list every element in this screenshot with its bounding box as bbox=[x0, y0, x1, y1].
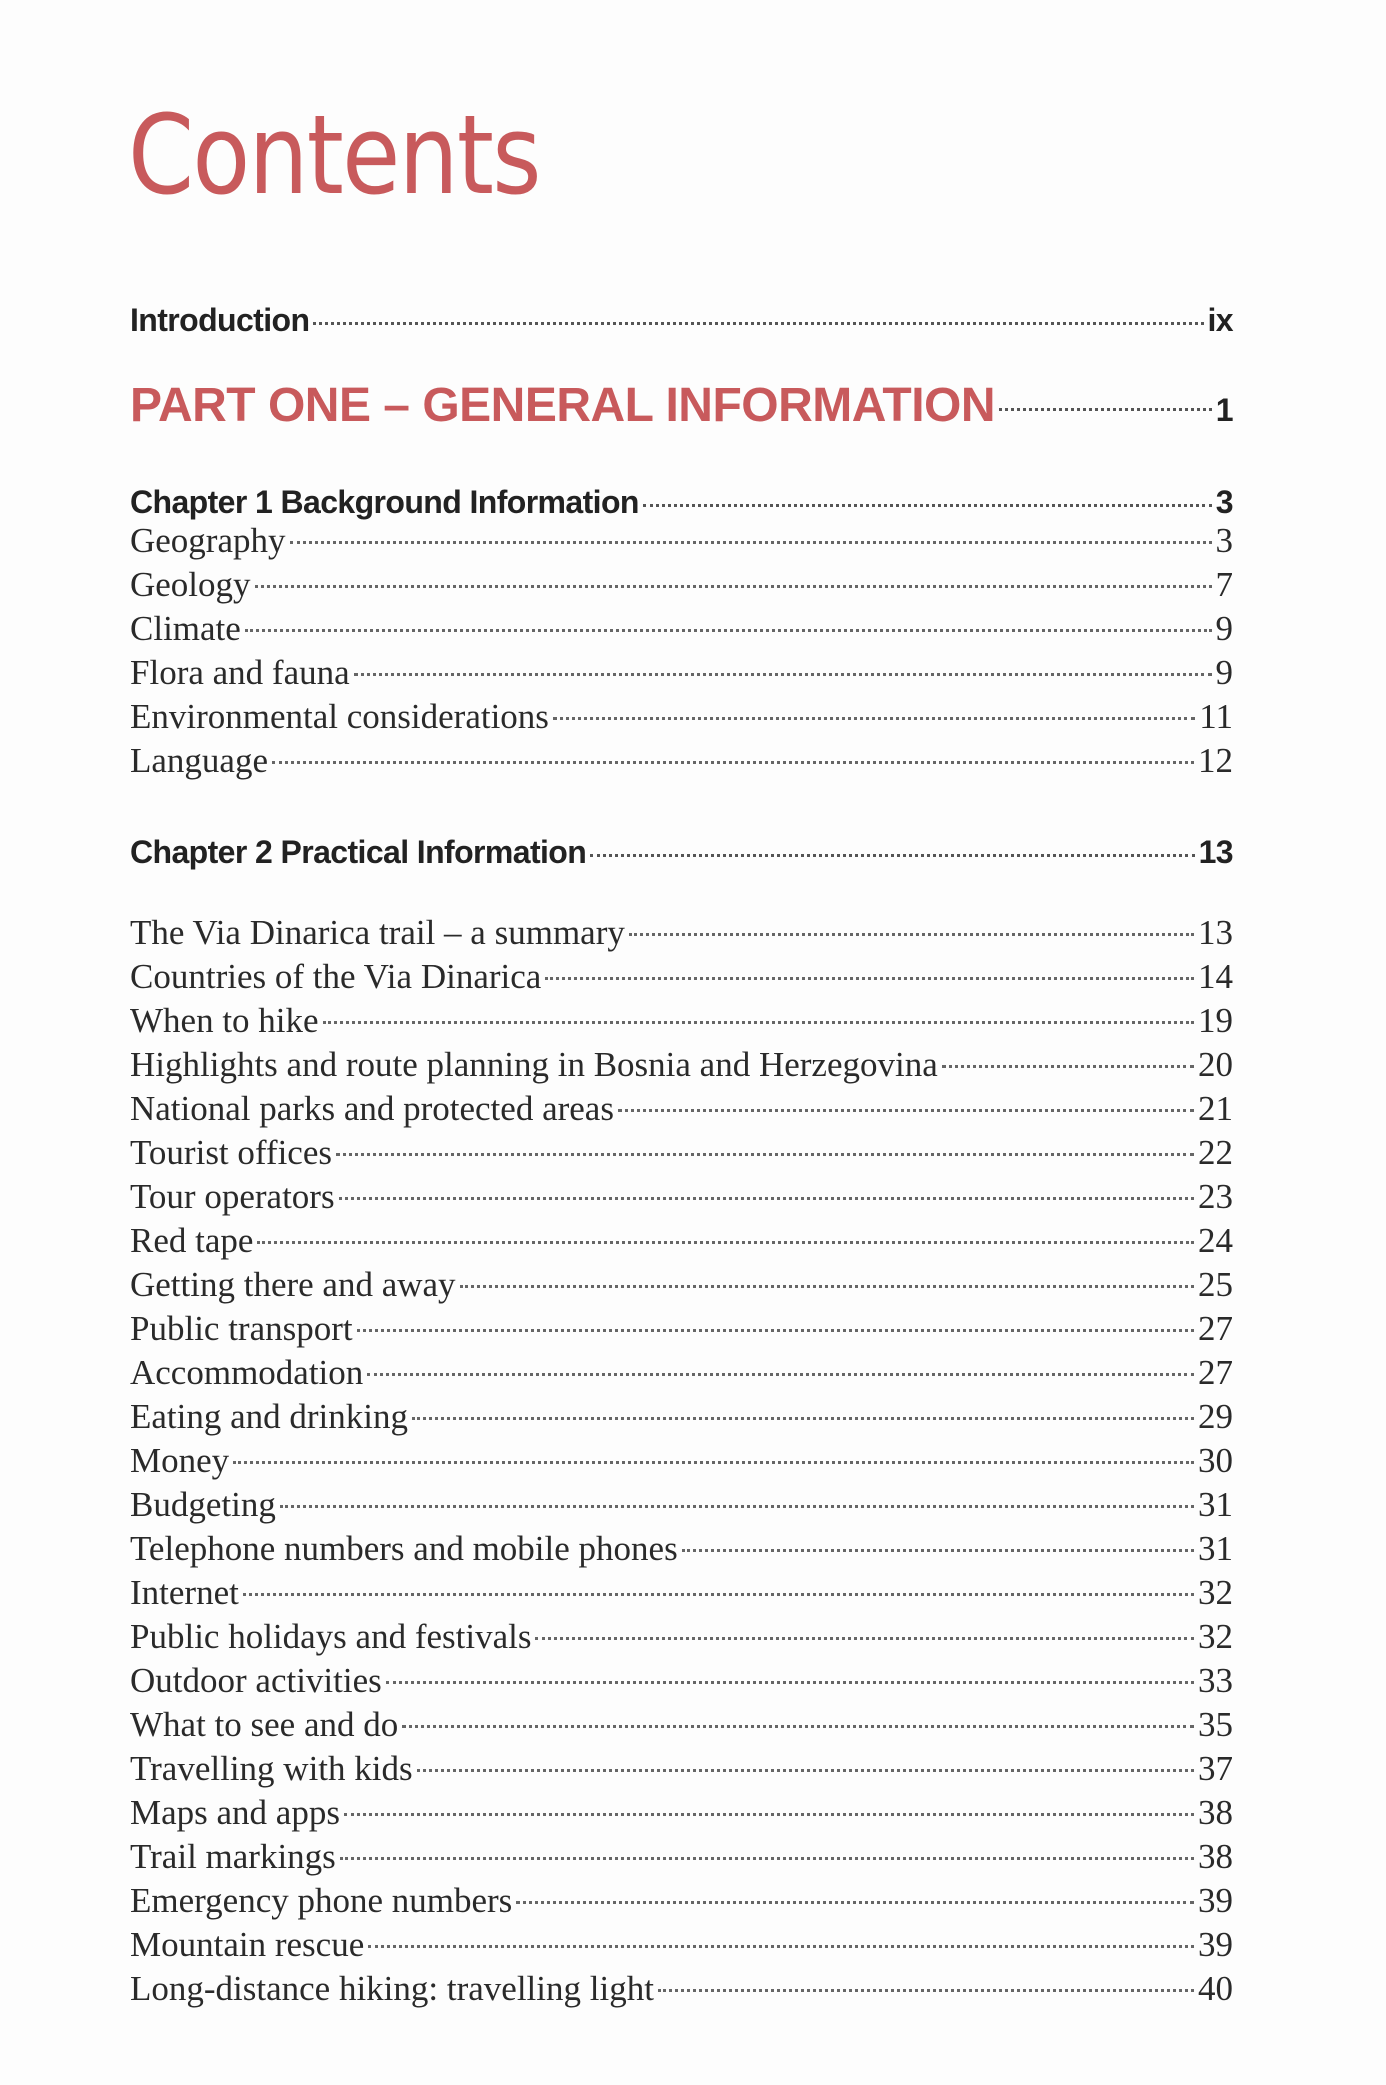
toc-entry bbox=[130, 1925, 1233, 1969]
dot-leader bbox=[243, 1593, 1194, 1596]
toc-entry-label: Public holidays and festivals bbox=[130, 1617, 532, 1656]
toc-entry bbox=[130, 1045, 1233, 1089]
toc-entry bbox=[130, 1353, 1233, 1397]
dot-leader bbox=[340, 1857, 1194, 1860]
toc-entry bbox=[130, 741, 1233, 785]
dot-leader bbox=[643, 504, 1212, 507]
dot-leader bbox=[999, 408, 1212, 411]
toc-entry bbox=[130, 1793, 1233, 1837]
toc-page-number: 27 bbox=[1198, 1353, 1233, 1392]
dot-leader bbox=[290, 541, 1212, 544]
dot-leader bbox=[233, 1461, 1194, 1464]
toc-entry bbox=[130, 957, 1233, 1001]
toc-page-number: 9 bbox=[1215, 609, 1233, 648]
toc-page-number: 32 bbox=[1198, 1573, 1233, 1612]
dot-leader bbox=[323, 1021, 1194, 1024]
dot-leader bbox=[535, 1637, 1194, 1640]
toc-entry bbox=[130, 1397, 1233, 1441]
dot-leader bbox=[367, 1373, 1194, 1376]
toc-entry-label: Highlights and route planning in Bosnia and Herzegovina bbox=[130, 1045, 938, 1084]
toc-entry-label: Travelling with kids bbox=[130, 1749, 413, 1788]
toc-entry-label: When to hike bbox=[130, 1001, 319, 1040]
toc-page-number: 38 bbox=[1198, 1793, 1233, 1832]
dot-leader bbox=[460, 1285, 1194, 1288]
toc-entry-label: Countries of the Via Dinarica bbox=[130, 957, 542, 996]
toc-entry bbox=[130, 1749, 1233, 1793]
toc-row bbox=[130, 378, 1233, 433]
toc-entry bbox=[130, 1969, 1233, 2013]
dot-leader bbox=[590, 854, 1194, 857]
toc-page-number: 1 bbox=[1215, 392, 1233, 428]
dot-leader bbox=[658, 1989, 1194, 1992]
dot-leader bbox=[386, 1681, 1194, 1684]
toc-entry-label: Emergency phone numbers bbox=[130, 1881, 513, 1920]
toc-entry-label: Internet bbox=[130, 1573, 239, 1612]
toc-entry bbox=[130, 609, 1233, 653]
toc-page-number: 31 bbox=[1198, 1485, 1233, 1524]
toc-page-number: 31 bbox=[1198, 1529, 1233, 1568]
toc-entry-label: Telephone numbers and mobile phones bbox=[130, 1529, 678, 1568]
toc-entry-label: Money bbox=[130, 1441, 230, 1480]
toc-page-number: 23 bbox=[1198, 1177, 1233, 1216]
toc-entry bbox=[130, 1441, 1233, 1485]
toc-entry-label: The Via Dinarica trail – a summary bbox=[130, 913, 625, 952]
chapter-heading-row bbox=[130, 834, 1233, 871]
toc-page-number: 40 bbox=[1198, 1969, 1233, 2008]
dot-leader bbox=[629, 933, 1194, 936]
toc-entry bbox=[130, 1705, 1233, 1749]
toc-entry-label: Tourist offices bbox=[130, 1133, 333, 1172]
toc-entry-label: Geology bbox=[130, 565, 251, 604]
toc-entry bbox=[130, 653, 1233, 697]
toc-introduction bbox=[130, 302, 1233, 339]
dot-leader bbox=[545, 977, 1194, 980]
toc-entry bbox=[130, 1089, 1233, 1133]
toc-entry bbox=[130, 1265, 1233, 1309]
toc-entry-label: Eating and drinking bbox=[130, 1397, 409, 1436]
toc-entry-label: Geography bbox=[130, 521, 286, 560]
toc-entry-label: Red tape bbox=[130, 1221, 254, 1260]
dot-leader bbox=[682, 1549, 1194, 1552]
dot-leader bbox=[516, 1901, 1194, 1904]
toc-entry bbox=[130, 1837, 1233, 1881]
toc-entry-label: Budgeting bbox=[130, 1485, 276, 1524]
page-title: Contents bbox=[128, 91, 540, 219]
toc-entry bbox=[130, 1133, 1233, 1177]
toc-page-number: 9 bbox=[1215, 653, 1233, 692]
dot-leader bbox=[280, 1505, 1194, 1508]
toc-part-one bbox=[130, 378, 1233, 433]
dot-leader bbox=[368, 1945, 1194, 1948]
dot-leader bbox=[412, 1417, 1194, 1420]
dot-leader bbox=[344, 1813, 1194, 1816]
toc-entry-label: Climate bbox=[130, 609, 241, 648]
toc-entry bbox=[130, 1309, 1233, 1353]
dot-leader bbox=[618, 1109, 1194, 1112]
dot-leader bbox=[313, 322, 1203, 325]
toc-entry bbox=[130, 1177, 1233, 1221]
toc-entry-label: National parks and protected areas bbox=[130, 1089, 614, 1128]
dot-leader bbox=[255, 585, 1212, 588]
toc-entry-label: Language bbox=[130, 741, 268, 780]
toc-entry-label: Maps and apps bbox=[130, 1793, 340, 1832]
toc-entry bbox=[130, 913, 1233, 957]
toc-page-number: 3 bbox=[1215, 521, 1233, 560]
dot-leader bbox=[336, 1153, 1194, 1156]
dot-leader bbox=[942, 1065, 1194, 1068]
toc-page-number: 22 bbox=[1198, 1133, 1233, 1172]
toc-entry bbox=[130, 697, 1233, 741]
toc-entry-label: What to see and do bbox=[130, 1705, 399, 1744]
toc-page-number: 32 bbox=[1198, 1617, 1233, 1656]
toc-entry bbox=[130, 1529, 1233, 1573]
toc-page-number: ix bbox=[1207, 302, 1233, 338]
toc-page-number: 3 bbox=[1215, 484, 1233, 520]
toc-page-number: 24 bbox=[1198, 1221, 1233, 1260]
toc-page-number: 7 bbox=[1215, 565, 1233, 604]
dot-leader bbox=[417, 1769, 1194, 1772]
toc-page-number: 14 bbox=[1198, 957, 1233, 996]
toc-page-number: 35 bbox=[1198, 1705, 1233, 1744]
dot-leader bbox=[257, 1241, 1194, 1244]
toc-entry bbox=[130, 521, 1233, 565]
dot-leader bbox=[357, 1329, 1194, 1332]
dot-leader bbox=[339, 1197, 1194, 1200]
toc-entry bbox=[130, 1661, 1233, 1705]
toc-page-number: 27 bbox=[1198, 1309, 1233, 1348]
toc-entry-label: Trail markings bbox=[130, 1837, 336, 1876]
toc-entry bbox=[130, 1573, 1233, 1617]
toc-entry-label: Long-distance hiking: travelling light bbox=[130, 1969, 654, 2008]
chapter-heading-row bbox=[130, 484, 1233, 521]
toc-page-number: 39 bbox=[1198, 1925, 1233, 1964]
toc-entry-label: Public transport bbox=[130, 1309, 353, 1348]
part-heading: PART ONE – GENERAL INFORMATION bbox=[130, 379, 996, 432]
toc-entry-label: Environmental considerations bbox=[130, 697, 549, 736]
toc-entry bbox=[130, 1001, 1233, 1045]
dot-leader bbox=[402, 1725, 1194, 1728]
chapter-heading: Chapter 1 Background Information bbox=[130, 484, 639, 520]
toc-entry bbox=[130, 1881, 1233, 1925]
toc-chapter-2 bbox=[130, 834, 1233, 2013]
toc-chapter-1 bbox=[130, 484, 1233, 785]
toc-entry bbox=[130, 1617, 1233, 1661]
toc-entry-label: Flora and fauna bbox=[130, 653, 350, 692]
toc-entry-label: Getting there and away bbox=[130, 1265, 456, 1304]
toc-page-number: 38 bbox=[1198, 1837, 1233, 1876]
toc-page-number: 33 bbox=[1198, 1661, 1233, 1700]
dot-leader bbox=[553, 717, 1195, 720]
chapter-heading: Chapter 2 Practical Information bbox=[130, 834, 587, 870]
toc-entry bbox=[130, 565, 1233, 609]
toc-entry-label: Outdoor activities bbox=[130, 1661, 382, 1700]
toc-page-number: 13 bbox=[1198, 834, 1233, 870]
toc-page-number: 21 bbox=[1198, 1089, 1233, 1128]
toc-page-number: 29 bbox=[1198, 1397, 1233, 1436]
toc-page-number: 39 bbox=[1198, 1881, 1233, 1920]
toc-entry-label: Mountain rescue bbox=[130, 1925, 365, 1964]
chapter-1-entries bbox=[130, 521, 1233, 785]
toc-entry-label: Accommodation bbox=[130, 1353, 364, 1392]
toc-page-number: 25 bbox=[1198, 1265, 1233, 1304]
toc-entry bbox=[130, 1221, 1233, 1265]
chapter-2-entries bbox=[130, 913, 1233, 2013]
toc-page-number: 13 bbox=[1198, 913, 1233, 952]
toc-page-number: 19 bbox=[1198, 1001, 1233, 1040]
toc-entry-label: Tour operators bbox=[130, 1177, 335, 1216]
toc-row bbox=[130, 302, 1233, 339]
toc-label: Introduction bbox=[130, 302, 310, 338]
toc-page-number: 12 bbox=[1198, 741, 1233, 780]
toc-page-number: 37 bbox=[1198, 1749, 1233, 1788]
dot-leader bbox=[245, 629, 1212, 632]
toc-page-number: 30 bbox=[1198, 1441, 1233, 1480]
toc-entry bbox=[130, 1485, 1233, 1529]
toc-page-number: 20 bbox=[1198, 1045, 1233, 1084]
toc-page-number: 11 bbox=[1199, 697, 1233, 736]
dot-leader bbox=[272, 761, 1194, 764]
dot-leader bbox=[354, 673, 1212, 676]
